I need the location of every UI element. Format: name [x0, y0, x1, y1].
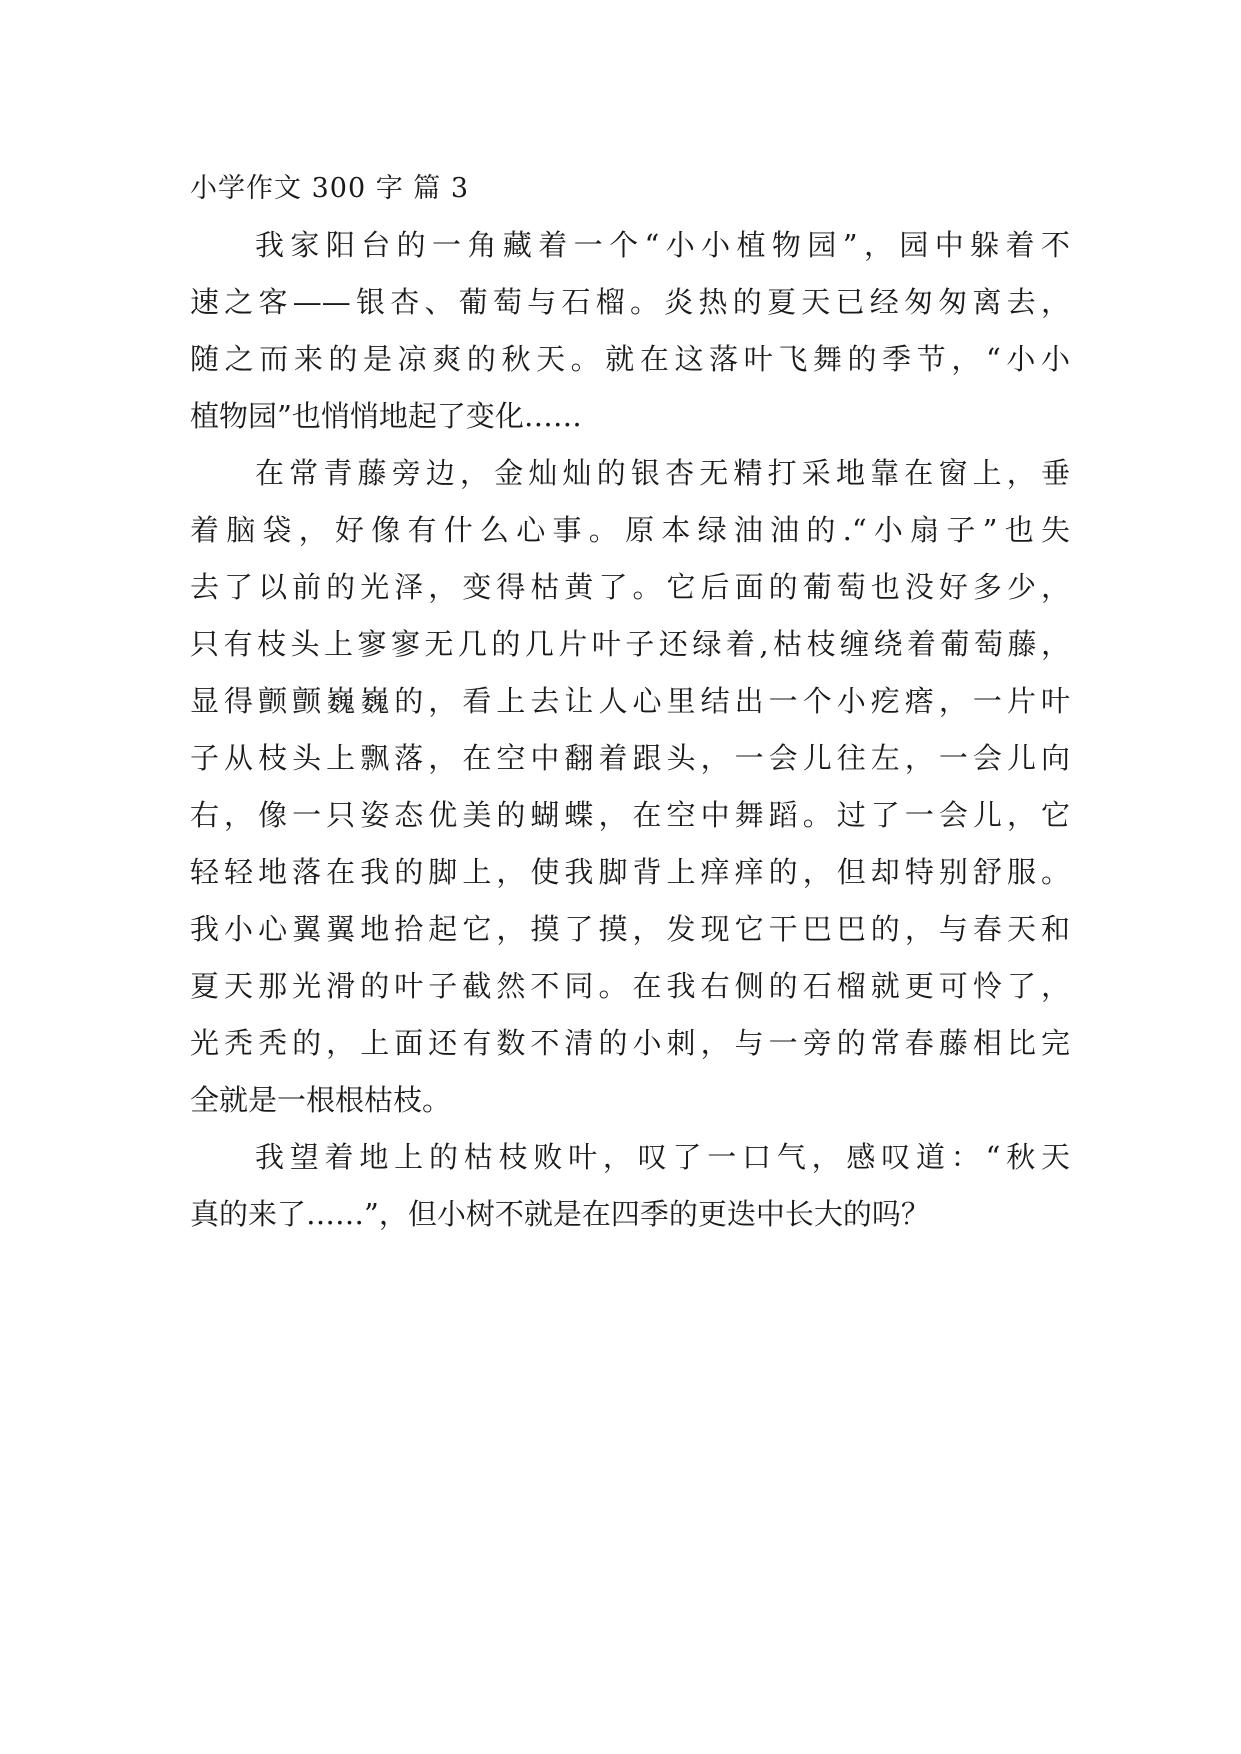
paragraph-line: 着脑袋，好像有什么心事。原本绿油油的.“小扇子”也失	[190, 513, 1070, 547]
paragraph-line: 子从枝头上飘落，在空中翻着跟头，一会儿往左，一会儿向	[190, 741, 1070, 775]
paragraph-line: 轻轻地落在我的脚上，使我脚背上痒痒的，但却特别舒服。	[190, 855, 1070, 889]
paragraph-line: 我望着地上的枯枝败叶，叹了一口气，感叹道：“秋天	[255, 1140, 1070, 1174]
paragraph-line: 去了以前的光泽，变得枯黄了。它后面的葡萄也没好多少，	[190, 570, 1070, 604]
paragraph-line: 我小心翼翼地拾起它，摸了摸，发现它干巴巴的，与春天和	[190, 912, 1070, 946]
paragraph-line: 速之客——银杏、葡萄与石榴。炎热的夏天已经匆匆离去，	[190, 285, 1070, 319]
paragraph-3	[190, 1129, 1070, 1243]
paragraph-line: 只有枝头上寥寥无几的几片叶子还绿着,枯枝缠绕着葡萄藤，	[190, 627, 1070, 661]
paragraph-line: 右，像一只姿态优美的蝴蝶，在空中舞蹈。过了一会儿，它	[190, 798, 1070, 832]
paragraph-1	[190, 217, 1070, 445]
paragraph-line: 在常青藤旁边，金灿灿的银杏无精打采地靠在窗上，垂	[255, 456, 1070, 490]
paragraph-line: 显得颤颤巍巍的，看上去让人心里结出一个小疙瘩，一片叶	[190, 684, 1070, 718]
paragraph-line: 真的来了……”，但小树不就是在四季的更迭中长大的吗？	[190, 1197, 930, 1231]
paragraph-line: 光秃秃的，上面还有数不清的小刺，与一旁的常春藤相比完	[190, 1026, 1070, 1060]
document-body	[190, 160, 1070, 1243]
paragraph-line: 植物园”也悄悄地起了变化……	[190, 399, 582, 433]
paragraph-line: 夏天那光滑的叶子截然不同。在我右侧的石榴就更可怜了，	[190, 969, 1070, 1003]
paragraph-line: 随之而来的是凉爽的秋天。就在这落叶飞舞的季节，“小小	[190, 342, 1070, 376]
paragraph-line: 全就是一根根枯枝。	[190, 1083, 452, 1117]
paragraph-2	[190, 445, 1070, 1129]
paragraph-line: 我家阳台的一角藏着一个“小小植物园”，园中躲着不	[255, 228, 1070, 262]
essay-title: 小学作文 300 字 篇 3	[190, 173, 470, 204]
